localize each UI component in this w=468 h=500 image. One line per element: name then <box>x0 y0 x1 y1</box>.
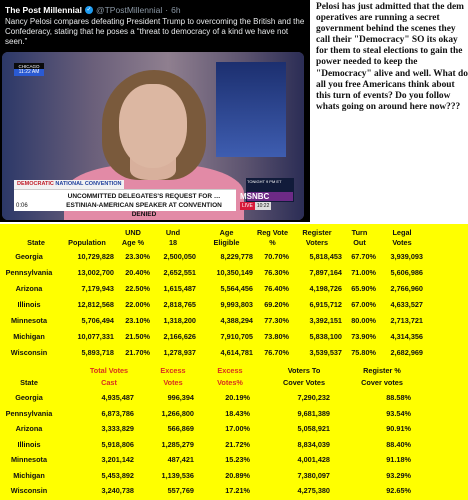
value-cell: 23.10% <box>125 316 150 325</box>
value-cell: 1,318,200 <box>163 316 196 325</box>
value-cell: 10,077,331 <box>77 332 114 341</box>
value-cell: 4,275,380 <box>297 486 330 495</box>
header-cell: Voters To <box>287 366 321 375</box>
value-cell: 21.70% <box>125 348 150 357</box>
state-cell: Wisconsin <box>10 348 48 357</box>
value-cell: 5,453,892 <box>101 470 134 480</box>
value-cell: 5,706,494 <box>81 316 114 325</box>
value-cell: 76.40% <box>264 284 289 293</box>
live-indicator <box>240 202 271 210</box>
value-cell: 9,681,389 <box>297 408 330 418</box>
value-cell: 5,606,986 <box>390 268 423 277</box>
value-cell: 70.70% <box>264 252 289 261</box>
commentary-text: Pelosi has just admitted that the dem operatives are running a secret government behind the scenes they call their "Democracy" SO its okay for them to steal elections to gain the power needed to keep the "Democracy" alive and well. What do all you free Americans think about this turn of events? Do you follow whats going on around here now??? <box>316 2 468 112</box>
value-cell: 3,392,151 <box>309 316 342 325</box>
header-cell: Total Votes <box>89 366 129 375</box>
header-cell: Cover Votes <box>282 378 326 387</box>
tweet-timestamp[interactable]: 6h <box>171 5 181 15</box>
value-cell: 80.00% <box>351 316 376 325</box>
value-cell: 76.30% <box>264 268 289 277</box>
header-cell: State <box>27 238 45 247</box>
live-time: 10:22 <box>256 203 270 209</box>
live-tag: LIVE <box>242 203 253 209</box>
header-cell: Eligible <box>213 238 240 247</box>
value-cell: 566,869 <box>167 424 194 433</box>
value-cell: 23.30% <box>125 252 150 261</box>
value-cell: 9,993,803 <box>220 300 253 309</box>
header-cell: Votes <box>163 378 183 387</box>
verified-badge-icon: ✓ <box>86 7 92 13</box>
value-cell: 2,713,721 <box>390 316 423 325</box>
value-cell: 93.29% <box>386 470 411 480</box>
state-cell: Wisconsin <box>10 486 48 495</box>
network-logo: MSNBC <box>240 192 270 201</box>
header-cell: Reg Vote <box>256 228 289 237</box>
value-cell: 2,766,960 <box>390 284 423 293</box>
state-cell: Pennsylvania <box>5 268 53 277</box>
value-cell: 1,266,800 <box>161 408 194 418</box>
value-cell: 1,278,937 <box>163 348 196 357</box>
chyron-headline: UNCOMMITTED DELEGATES'S REQUEST FOR …ESTINIAN-AMERICAN SPEAKER AT CONVENTION DENIED <box>66 193 222 218</box>
value-cell: 7,290,232 <box>297 393 330 402</box>
header-cell: % <box>269 238 276 247</box>
value-cell: 73.90% <box>351 332 376 341</box>
convention-banner-prefix: DEMOCRATIC <box>17 181 54 187</box>
state-cell: Arizona <box>15 424 43 433</box>
value-cell: 91.18% <box>386 455 411 464</box>
value-cell: 2,818,765 <box>163 300 196 309</box>
account-name[interactable]: The Post Millennial <box>5 5 82 15</box>
header-cell: Excess <box>217 366 243 375</box>
video-clock: 11:22 AM <box>14 69 44 76</box>
value-cell: 69.20% <box>264 300 289 309</box>
value-cell: 20.19% <box>225 393 250 402</box>
value-cell: 13,002,700 <box>77 268 114 277</box>
value-cell: 4,388,294 <box>220 316 253 325</box>
value-cell: 17.00% <box>225 424 250 433</box>
convention-banner <box>14 180 124 189</box>
state-cell: Georgia <box>15 252 43 261</box>
value-cell: 4,633,527 <box>390 300 423 309</box>
value-cell: 1,615,487 <box>163 284 196 293</box>
header-cell: Cover votes <box>361 378 403 387</box>
header-cell: Register <box>302 228 332 237</box>
state-cell: Pennsylvania <box>5 408 53 418</box>
value-cell: 2,500,050 <box>163 252 196 261</box>
tweet-text: Nancy Pelosi compares defeating President Trump to overcoming the British and the Confederacy, stating that he poses a “threat to democracy of a kind we have not seen.” <box>5 17 305 46</box>
value-cell: 67.70% <box>351 252 376 261</box>
value-cell: 75.80% <box>351 348 376 357</box>
header-cell: Age % <box>121 238 145 247</box>
value-cell: 8,834,039 <box>297 439 330 449</box>
value-cell: 15.23% <box>225 455 250 464</box>
value-cell: 20.89% <box>225 470 250 480</box>
header-cell: State <box>20 378 38 387</box>
value-cell: 65.90% <box>351 284 376 293</box>
value-cell: 67.00% <box>351 300 376 309</box>
header-cell: Voters <box>305 238 329 247</box>
tweet-header <box>5 4 181 16</box>
state-cell: Arizona <box>15 284 43 293</box>
speaker-face <box>119 84 187 168</box>
value-cell: 2,166,626 <box>163 332 196 341</box>
value-cell: 3,939,093 <box>390 252 423 261</box>
tweet-card[interactable] <box>0 0 310 222</box>
header-cell: Votes <box>392 238 412 247</box>
value-cell: 2,652,551 <box>163 268 196 277</box>
excess-votes-table <box>0 362 468 500</box>
value-cell: 90.91% <box>386 424 411 433</box>
state-cell: Michigan <box>13 332 45 341</box>
tweet-video[interactable] <box>2 52 304 220</box>
value-cell: 92.65% <box>386 486 411 495</box>
value-cell: 21.72% <box>225 439 250 449</box>
value-cell: 10,729,828 <box>77 252 114 261</box>
voter-stats-table <box>0 224 468 368</box>
value-cell: 4,935,487 <box>101 393 134 402</box>
value-cell: 3,240,738 <box>101 486 134 495</box>
value-cell: 21.50% <box>125 332 150 341</box>
video-location-label: CHICAGO <box>14 63 44 70</box>
header-cell: Legal <box>392 228 412 237</box>
state-cell: Georgia <box>15 393 43 402</box>
value-cell: 5,893,718 <box>81 348 114 357</box>
header-cell: Out <box>353 238 366 247</box>
value-cell: 22.50% <box>125 284 150 293</box>
state-cell: Minnesota <box>10 455 48 464</box>
value-cell: 6,915,712 <box>309 300 342 309</box>
value-cell: 5,818,453 <box>309 252 342 261</box>
value-cell: 22.00% <box>125 300 150 309</box>
value-cell: 88.40% <box>386 439 411 449</box>
value-cell: 3,333,829 <box>101 424 134 433</box>
value-cell: 18.43% <box>225 408 250 418</box>
convention-banner-rest: NATIONAL CONVENTION <box>53 181 122 187</box>
value-cell: 88.58% <box>386 393 411 402</box>
value-cell: 1,139,536 <box>161 470 194 480</box>
value-cell: 1,285,279 <box>161 439 194 449</box>
value-cell: 77.30% <box>264 316 289 325</box>
header-cell: 18 <box>168 238 178 247</box>
value-cell: 7,897,164 <box>309 268 342 277</box>
header-cell: Register % <box>363 366 401 375</box>
value-cell: 996,394 <box>167 393 194 402</box>
value-cell: 7,910,705 <box>220 332 253 341</box>
tonight-label: TONIGHT 9 PM ET <box>247 179 282 184</box>
value-cell: 10,350,149 <box>216 268 253 277</box>
separator-dot: · <box>165 5 169 15</box>
header-cell: Population <box>68 238 106 247</box>
value-cell: 5,838,100 <box>309 332 342 341</box>
state-cell: Illinois <box>17 300 41 309</box>
value-cell: 557,769 <box>167 486 194 495</box>
news-chyron <box>14 189 236 218</box>
state-cell: Illinois <box>17 439 41 449</box>
value-cell: 3,201,142 <box>101 455 134 464</box>
header-cell: Turn <box>351 228 368 237</box>
value-cell: 76.70% <box>264 348 289 357</box>
value-cell: 71.00% <box>351 268 376 277</box>
value-cell: 4,001,428 <box>297 455 330 464</box>
value-cell: 2,682,969 <box>390 348 423 357</box>
value-cell: 7,179,943 <box>81 284 114 293</box>
value-cell: 5,564,456 <box>220 284 253 293</box>
value-cell: 4,198,726 <box>309 284 342 293</box>
value-cell: 4,314,356 <box>390 332 423 341</box>
value-cell: 4,614,781 <box>220 348 253 357</box>
value-cell: 20.40% <box>125 268 150 277</box>
value-cell: 487,421 <box>167 455 194 464</box>
account-handle[interactable]: @TPostMillennial <box>95 5 163 15</box>
header-cell: Cast <box>101 378 117 387</box>
value-cell: 73.80% <box>264 332 289 341</box>
header-cell: Excess <box>160 366 186 375</box>
header-cell: Und <box>165 228 181 237</box>
value-cell: 5,058,921 <box>297 424 330 433</box>
value-cell: 8,229,778 <box>220 252 253 261</box>
header-cell: UND <box>125 228 141 237</box>
value-cell: 93.54% <box>386 408 411 418</box>
video-backdrop-screen <box>216 62 286 157</box>
video-elapsed-time: 0:06 <box>16 203 28 209</box>
value-cell: 6,873,786 <box>101 408 134 418</box>
value-cell: 5,918,806 <box>101 439 134 449</box>
state-cell: Minnesota <box>10 316 48 325</box>
value-cell: 7,380,097 <box>297 470 330 480</box>
header-cell: Age <box>219 228 234 237</box>
value-cell: 3,539,537 <box>309 348 342 357</box>
value-cell: 17.21% <box>225 486 250 495</box>
state-cell: Michigan <box>13 470 45 480</box>
header-cell: Votes% <box>217 378 243 387</box>
value-cell: 12,812,568 <box>77 300 114 309</box>
